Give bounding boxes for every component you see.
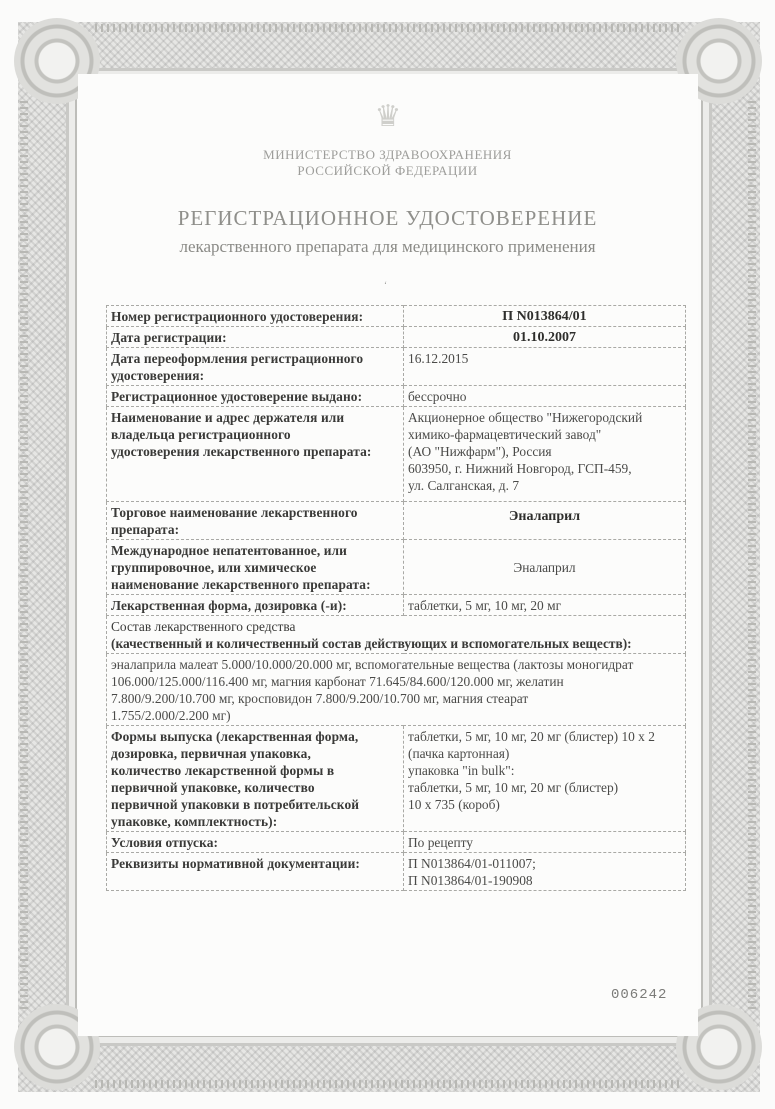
value-reg-number: П N013864/01: [404, 306, 686, 327]
certificate-title: РЕГИСТРАЦИОННОЕ УДОСТОВЕРЕНИЕ: [177, 206, 598, 230]
label-reissue-date: Дата переоформления регистрационного удостоверения:: [107, 348, 404, 386]
label-composition: [107, 616, 686, 654]
label-line: Торговое наименование лекарственного: [111, 505, 358, 520]
table-row-composition-header: [107, 616, 686, 654]
table-row-inn: [107, 540, 686, 595]
label-inn: [107, 540, 404, 595]
ministry-name-line1: МИНИСТЕРСТВО ЗДРАВООХРАНЕНИЯ: [263, 147, 512, 162]
border-teeth-bottom: [95, 1080, 680, 1088]
table-row-reg-number: [107, 306, 686, 327]
coat-of-arms-icon: ♛: [374, 100, 402, 133]
label-holder: [107, 407, 404, 502]
label-line: препарата:: [111, 522, 180, 537]
table-row-dosage-form: [107, 595, 686, 616]
label-line: Международное непатентованное, или: [111, 543, 347, 558]
label-dosage-form: Лекарственная форма, дозировка (-и):: [107, 595, 404, 616]
value-trade-name: Эналаприл: [404, 502, 686, 540]
table-row-validity: [107, 386, 686, 407]
label-validity: Регистрационное удостоверение выдано:: [107, 386, 404, 407]
border-teeth-top: [95, 24, 680, 32]
value-line: П N013864/01-190908: [408, 873, 533, 888]
value-line: таблетки, 5 мг, 10 мг, 20 мг (блистер): [408, 780, 619, 795]
certificate-subtitle: лекарственного препарата для медицинского применения: [179, 237, 596, 256]
value-line: 106.000/125.000/116.400 мг, магния карбонат 71.645/84.600/120.000 мг, желатин: [111, 674, 564, 689]
value-dosage-form: таблетки, 5 мг, 10 мг, 20 мг: [404, 595, 686, 616]
label-line: Наименование и адрес держателя или: [111, 410, 345, 425]
value-line: 1.755/2.000/2.200 мг): [111, 708, 231, 723]
value-line: (АО "Нижфарм"), Россия: [408, 444, 552, 459]
registration-table: [106, 305, 686, 891]
label-line: Состав лекарственного средства: [111, 619, 296, 634]
value-line: 603950, г. Нижний Новгород, ГСП-459,: [408, 461, 632, 476]
table-row-reg-date: [107, 327, 686, 348]
label-line: первичной упаковки в потребительской: [111, 797, 360, 812]
value-reissue-date: 16.12.2015: [404, 348, 686, 386]
table-row-dispensing: [107, 832, 686, 853]
value-line: упаковка "in bulk":: [408, 763, 515, 778]
value-line: Акционерное общество "Нижегородский: [408, 410, 643, 425]
value-line: П N013864/01-011007;: [408, 856, 536, 871]
value-inn: Эналаприл: [404, 540, 686, 595]
table-row-holder: [107, 407, 686, 502]
value-line: 7.800/9.200/10.700 мг, кросповидон 7.800/9.200/10.700 мг, магния стеарат: [111, 691, 529, 706]
value-validity: бессрочно: [404, 386, 686, 407]
table-row-composition-value: [107, 654, 686, 726]
serial-number: 006242: [611, 987, 668, 1003]
label-line: Формы выпуска (лекарственная форма,: [111, 729, 359, 744]
label-line: группировочное, или химическое: [111, 560, 317, 575]
label-reg-number: Номер регистрационного удостоверения:: [107, 306, 404, 327]
table-row-normative-docs: [107, 853, 686, 891]
label-trade-name: [107, 502, 404, 540]
value-line: (пачка картонная): [408, 746, 510, 761]
value-composition: [107, 654, 686, 726]
label-line: дозировка, первичная упаковка,: [111, 746, 311, 761]
label-line: наименование лекарственного препарата:: [111, 577, 371, 592]
table-row-reissue-date: [107, 348, 686, 386]
value-line: таблетки, 5 мг, 10 мг, 20 мг (блистер) 10 х 2: [408, 729, 655, 744]
label-line: удостоверения лекарственного препарата:: [111, 444, 372, 459]
stray-mark: ʻ: [384, 280, 387, 290]
value-line: химико-фармацевтический завод": [408, 427, 602, 442]
value-holder: [404, 407, 686, 502]
label-reg-date: Дата регистрации:: [107, 327, 404, 348]
label-line: (качественный и количественный состав действующих и вспомогательных веществ):: [111, 636, 632, 651]
label-line: упаковке, комплектность):: [111, 814, 278, 829]
value-normative-docs: [404, 853, 686, 891]
label-dispensing: Условия отпуска:: [107, 832, 404, 853]
value-release-forms: [404, 726, 686, 832]
label-line: владельца регистрационного: [111, 427, 291, 442]
label-line: первичной упаковке, количество: [111, 780, 315, 795]
value-line: ул. Салганская, д. 7: [408, 478, 520, 493]
table-row-trade-name: [107, 502, 686, 540]
label-line: количество лекарственной формы в: [111, 763, 335, 778]
value-reg-date: 01.10.2007: [404, 327, 686, 348]
value-line: эналаприла малеат 5.000/10.000/20.000 мг, вспомогательные вещества (лактозы моногидрат: [111, 657, 634, 672]
value-dispensing: По рецепту: [404, 832, 686, 853]
label-release-forms: [107, 726, 404, 832]
value-line: 10 х 735 (короб): [408, 797, 500, 812]
spacer: [408, 494, 681, 500]
label-normative-docs: Реквизиты нормативной документации:: [107, 853, 404, 891]
table-row-release-forms: [107, 726, 686, 832]
ministry-name-line2: РОССИЙСКОЙ ФЕДЕРАЦИИ: [297, 163, 478, 178]
